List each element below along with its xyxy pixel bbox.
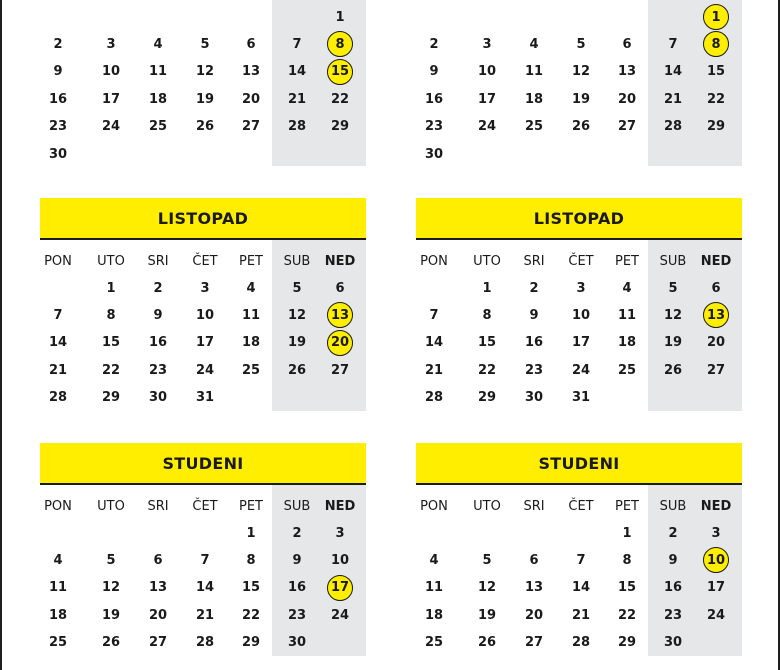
day-number: 9 xyxy=(529,307,539,323)
day-number: 13 xyxy=(524,580,544,596)
day-number: 30 xyxy=(663,635,683,651)
day-number: 12 xyxy=(571,64,591,80)
day-number: 4 xyxy=(529,36,539,52)
day-number: 27 xyxy=(148,635,168,651)
day-number: 10 xyxy=(195,307,215,323)
day-number: 21 xyxy=(287,91,307,107)
day-number: 6 xyxy=(246,36,256,52)
day-number: 19 xyxy=(195,91,215,107)
month-calendar xyxy=(40,0,366,166)
day-number: 17 xyxy=(477,91,497,107)
day-number: 29 xyxy=(330,119,350,135)
day-number: 15 xyxy=(477,335,497,351)
day-number: 2 xyxy=(529,280,539,296)
day-number: 19 xyxy=(287,335,307,351)
day-number: 14 xyxy=(424,335,444,351)
day-number: 27 xyxy=(330,362,350,378)
day-number: 5 xyxy=(292,280,302,296)
day-number: 6 xyxy=(622,36,632,52)
weekday-label: NED xyxy=(700,253,732,269)
day-number: 1 xyxy=(622,525,632,541)
day-number: 13 xyxy=(706,307,726,323)
day-number: 2 xyxy=(292,525,302,541)
day-number: 14 xyxy=(571,580,591,596)
day-number: 24 xyxy=(706,607,726,623)
day-number: 23 xyxy=(424,119,444,135)
day-number: 5 xyxy=(106,552,116,568)
weekday-label: ČET xyxy=(568,253,594,269)
weekday-label: NED xyxy=(700,498,732,514)
day-number: 14 xyxy=(48,335,68,351)
day-number: 19 xyxy=(663,335,683,351)
day-number: 29 xyxy=(101,390,121,406)
day-number: 21 xyxy=(424,362,444,378)
weekday-label: SUB xyxy=(283,253,311,269)
day-number: 2 xyxy=(429,36,439,52)
day-number: 6 xyxy=(711,280,721,296)
day-number: 26 xyxy=(287,362,307,378)
day-number: 2 xyxy=(668,525,678,541)
day-number: 20 xyxy=(617,91,637,107)
day-number: 10 xyxy=(477,64,497,80)
day-number: 14 xyxy=(663,64,683,80)
month-calendar xyxy=(40,198,366,411)
weekday-label: NED xyxy=(324,498,356,514)
weekday-label: PON xyxy=(420,253,448,269)
weekday-label: UTO xyxy=(97,498,125,514)
day-number: 5 xyxy=(482,552,492,568)
day-number: 11 xyxy=(424,580,444,596)
day-number: 22 xyxy=(477,362,497,378)
day-number: 13 xyxy=(241,64,261,80)
weekday-label: SRI xyxy=(523,253,545,269)
day-number: 18 xyxy=(241,335,261,351)
day-number: 16 xyxy=(287,580,307,596)
day-number: 9 xyxy=(429,64,439,80)
weekday-label: SRI xyxy=(147,253,169,269)
day-number: 22 xyxy=(330,91,350,107)
day-number: 15 xyxy=(241,580,261,596)
day-number: 22 xyxy=(101,362,121,378)
day-number: 15 xyxy=(101,335,121,351)
day-number: 9 xyxy=(153,307,163,323)
day-number: 24 xyxy=(101,119,121,135)
day-number: 28 xyxy=(424,390,444,406)
day-number: 11 xyxy=(524,64,544,80)
weekday-label: PET xyxy=(239,253,263,269)
day-number: 25 xyxy=(48,635,68,651)
day-number: 16 xyxy=(424,91,444,107)
day-number: 21 xyxy=(663,91,683,107)
month-calendar xyxy=(416,198,742,411)
day-number: 15 xyxy=(706,64,726,80)
day-number: 7 xyxy=(200,552,210,568)
day-number: 15 xyxy=(617,580,637,596)
day-number: 3 xyxy=(576,280,586,296)
day-number: 28 xyxy=(663,119,683,135)
day-number: 10 xyxy=(101,64,121,80)
day-number: 21 xyxy=(195,607,215,623)
day-number: 25 xyxy=(424,635,444,651)
day-number: 8 xyxy=(622,552,632,568)
day-number: 23 xyxy=(663,607,683,623)
day-number: 17 xyxy=(101,91,121,107)
day-number: 18 xyxy=(424,607,444,623)
day-number: 12 xyxy=(101,580,121,596)
weekday-label: SUB xyxy=(283,498,311,514)
day-number: 19 xyxy=(477,607,497,623)
day-number: 23 xyxy=(287,607,307,623)
day-number: 6 xyxy=(335,280,345,296)
month-title: STUDENI xyxy=(416,443,742,485)
day-number: 21 xyxy=(48,362,68,378)
day-number: 15 xyxy=(330,64,350,80)
day-number: 30 xyxy=(424,146,444,162)
weekday-label: UTO xyxy=(473,498,501,514)
day-number: 29 xyxy=(617,635,637,651)
day-number: 13 xyxy=(330,307,350,323)
day-number: 7 xyxy=(576,552,586,568)
day-number: 12 xyxy=(663,307,683,323)
day-number: 26 xyxy=(195,119,215,135)
day-number: 6 xyxy=(153,552,163,568)
day-number: 26 xyxy=(477,635,497,651)
day-number: 20 xyxy=(330,335,350,351)
day-number: 17 xyxy=(195,335,215,351)
day-number: 19 xyxy=(101,607,121,623)
day-number: 8 xyxy=(335,36,345,52)
day-number: 16 xyxy=(148,335,168,351)
day-number: 20 xyxy=(706,335,726,351)
day-number: 24 xyxy=(330,607,350,623)
day-number: 18 xyxy=(524,91,544,107)
day-number: 11 xyxy=(48,580,68,596)
day-number: 28 xyxy=(195,635,215,651)
day-number: 3 xyxy=(106,36,116,52)
month-calendar xyxy=(416,443,742,656)
day-number: 5 xyxy=(576,36,586,52)
day-number: 26 xyxy=(571,119,591,135)
day-number: 31 xyxy=(195,390,215,406)
day-number: 17 xyxy=(330,580,350,596)
day-number: 1 xyxy=(106,280,116,296)
day-number: 29 xyxy=(477,390,497,406)
day-number: 4 xyxy=(153,36,163,52)
day-number: 28 xyxy=(48,390,68,406)
day-number: 25 xyxy=(617,362,637,378)
day-number: 25 xyxy=(524,119,544,135)
day-number: 22 xyxy=(617,607,637,623)
day-number: 1 xyxy=(335,9,345,25)
day-number: 4 xyxy=(622,280,632,296)
day-number: 3 xyxy=(200,280,210,296)
day-number: 4 xyxy=(246,280,256,296)
day-number: 14 xyxy=(287,64,307,80)
day-number: 31 xyxy=(571,390,591,406)
day-number: 30 xyxy=(48,146,68,162)
day-number: 1 xyxy=(711,9,721,25)
weekday-label: PON xyxy=(44,498,72,514)
day-number: 27 xyxy=(706,362,726,378)
day-number: 7 xyxy=(668,36,678,52)
day-number: 9 xyxy=(53,64,63,80)
day-number: 10 xyxy=(330,552,350,568)
day-number: 24 xyxy=(477,119,497,135)
day-number: 20 xyxy=(241,91,261,107)
day-number: 9 xyxy=(668,552,678,568)
day-number: 19 xyxy=(571,91,591,107)
page-border-left xyxy=(0,0,2,670)
day-number: 7 xyxy=(429,307,439,323)
day-number: 30 xyxy=(524,390,544,406)
day-number: 22 xyxy=(241,607,261,623)
month-calendar xyxy=(416,0,742,166)
day-number: 23 xyxy=(524,362,544,378)
day-number: 1 xyxy=(246,525,256,541)
day-number: 13 xyxy=(617,64,637,80)
day-number: 27 xyxy=(241,119,261,135)
day-number: 29 xyxy=(241,635,261,651)
day-number: 2 xyxy=(153,280,163,296)
weekday-label: ČET xyxy=(192,253,218,269)
day-number: 24 xyxy=(195,362,215,378)
weekday-label: PET xyxy=(239,498,263,514)
day-number: 8 xyxy=(711,36,721,52)
day-number: 25 xyxy=(241,362,261,378)
weekday-label: PON xyxy=(44,253,72,269)
day-number: 28 xyxy=(571,635,591,651)
weekday-label: PET xyxy=(615,253,639,269)
weekday-label: PON xyxy=(420,498,448,514)
day-number: 3 xyxy=(482,36,492,52)
month-title: LISTOPAD xyxy=(416,198,742,240)
day-number: 26 xyxy=(101,635,121,651)
day-number: 29 xyxy=(706,119,726,135)
day-number: 8 xyxy=(246,552,256,568)
weekday-label: NED xyxy=(324,253,356,269)
day-number: 16 xyxy=(663,580,683,596)
day-number: 8 xyxy=(482,307,492,323)
day-number: 1 xyxy=(482,280,492,296)
day-number: 9 xyxy=(292,552,302,568)
day-number: 11 xyxy=(241,307,261,323)
day-number: 13 xyxy=(148,580,168,596)
day-number: 4 xyxy=(429,552,439,568)
day-number: 18 xyxy=(48,607,68,623)
day-number: 18 xyxy=(617,335,637,351)
day-number: 11 xyxy=(617,307,637,323)
weekday-label: SUB xyxy=(659,253,687,269)
day-number: 12 xyxy=(287,307,307,323)
day-number: 3 xyxy=(335,525,345,541)
day-number: 25 xyxy=(148,119,168,135)
day-number: 4 xyxy=(53,552,63,568)
month-title: LISTOPAD xyxy=(40,198,366,240)
day-number: 23 xyxy=(48,119,68,135)
day-number: 21 xyxy=(571,607,591,623)
day-number: 27 xyxy=(524,635,544,651)
day-number: 30 xyxy=(148,390,168,406)
day-number: 20 xyxy=(524,607,544,623)
day-number: 8 xyxy=(106,307,116,323)
day-number: 16 xyxy=(524,335,544,351)
weekday-label: SRI xyxy=(523,498,545,514)
weekday-label: ČET xyxy=(192,498,218,514)
weekday-label: ČET xyxy=(568,498,594,514)
day-number: 22 xyxy=(706,91,726,107)
day-number: 17 xyxy=(706,580,726,596)
weekday-label: UTO xyxy=(473,253,501,269)
day-number: 12 xyxy=(477,580,497,596)
day-number: 7 xyxy=(53,307,63,323)
day-number: 18 xyxy=(148,91,168,107)
day-number: 10 xyxy=(706,552,726,568)
month-title: STUDENI xyxy=(40,443,366,485)
day-number: 28 xyxy=(287,119,307,135)
weekday-label: SRI xyxy=(147,498,169,514)
day-number: 6 xyxy=(529,552,539,568)
day-number: 5 xyxy=(668,280,678,296)
day-number: 23 xyxy=(148,362,168,378)
day-number: 27 xyxy=(617,119,637,135)
day-number: 16 xyxy=(48,91,68,107)
day-number: 2 xyxy=(53,36,63,52)
day-number: 17 xyxy=(571,335,591,351)
weekday-label: PET xyxy=(615,498,639,514)
day-number: 3 xyxy=(711,525,721,541)
month-calendar xyxy=(40,443,366,656)
weekday-label: SUB xyxy=(659,498,687,514)
day-number: 14 xyxy=(195,580,215,596)
day-number: 24 xyxy=(571,362,591,378)
day-number: 5 xyxy=(200,36,210,52)
day-number: 30 xyxy=(287,635,307,651)
day-number: 26 xyxy=(663,362,683,378)
day-number: 20 xyxy=(148,607,168,623)
weekday-label: UTO xyxy=(97,253,125,269)
day-number: 11 xyxy=(148,64,168,80)
day-number: 12 xyxy=(195,64,215,80)
day-number: 10 xyxy=(571,307,591,323)
day-number: 7 xyxy=(292,36,302,52)
